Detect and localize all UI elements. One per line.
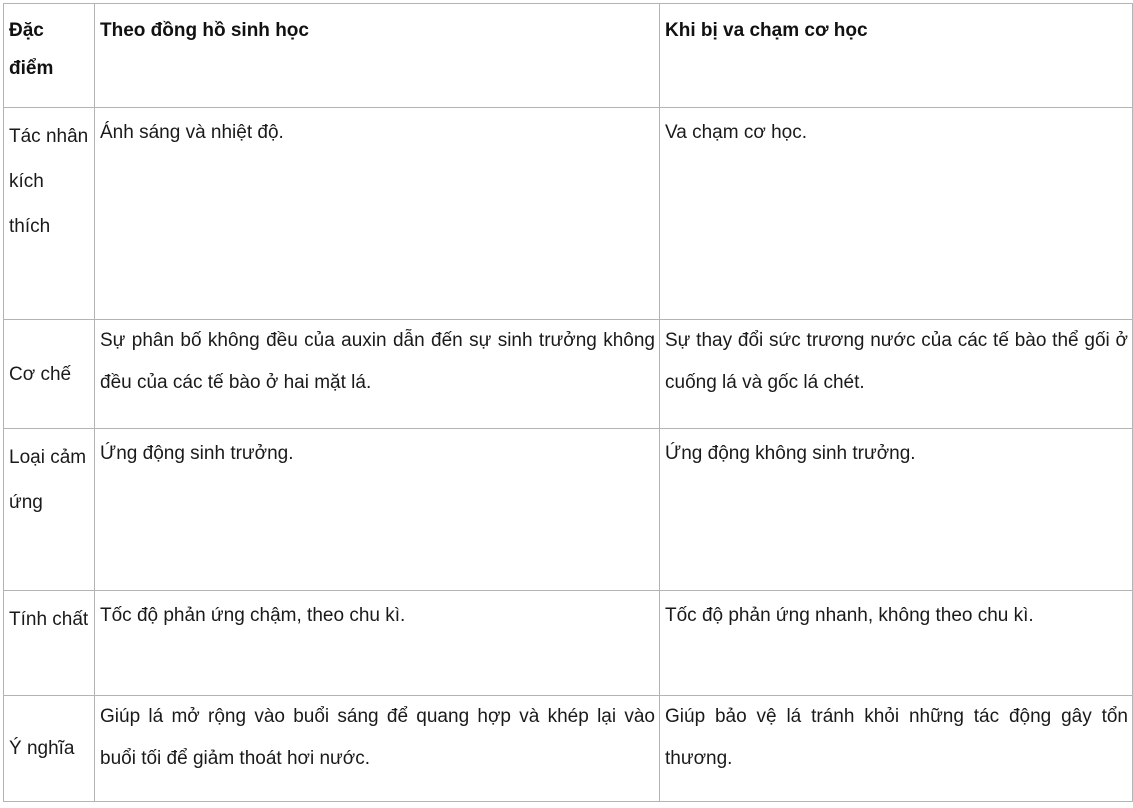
table-row bbox=[4, 108, 1133, 320]
header-feature: Đặc điểm bbox=[4, 4, 95, 108]
table-row bbox=[4, 696, 1133, 802]
row-label: Loại cảm ứng bbox=[4, 429, 95, 591]
cell-mechanical: Tốc độ phản ứng nhanh, không theo chu kì. bbox=[660, 591, 1133, 696]
row-label: Ý nghĩa bbox=[4, 696, 95, 802]
cell-biological: Sự phân bố không đều của auxin dẫn đến sự sinh trưởng không đều của các tế bào ở hai mặt lá. bbox=[95, 320, 660, 429]
cell-biological: Ứng động sinh trưởng. bbox=[95, 429, 660, 591]
table-header-row bbox=[4, 4, 1133, 108]
cell-mechanical: Sự thay đổi sức trương nước của các tế bào thể gối ở cuống lá và gốc lá chét. bbox=[660, 320, 1133, 429]
comparison-table bbox=[3, 3, 1133, 802]
table-row bbox=[4, 320, 1133, 429]
cell-mechanical: Va chạm cơ học. bbox=[660, 108, 1133, 320]
row-label: Cơ chế bbox=[4, 320, 95, 429]
cell-mechanical: Giúp bảo vệ lá tránh khỏi những tác động gây tổn thương. bbox=[660, 696, 1133, 802]
table-row bbox=[4, 591, 1133, 696]
row-label: Tính chất bbox=[4, 591, 95, 696]
cell-biological: Ánh sáng và nhiệt độ. bbox=[95, 108, 660, 320]
table-row bbox=[4, 429, 1133, 591]
header-biological-clock: Theo đồng hồ sinh học bbox=[95, 4, 660, 108]
row-label: Tác nhân kích thích bbox=[4, 108, 95, 320]
cell-mechanical: Ứng động không sinh trưởng. bbox=[660, 429, 1133, 591]
cell-biological: Tốc độ phản ứng chậm, theo chu kì. bbox=[95, 591, 660, 696]
header-mechanical-contact: Khi bị va chạm cơ học bbox=[660, 4, 1133, 108]
cell-biological: Giúp lá mở rộng vào buổi sáng để quang hợp và khép lại vào buổi tối để giảm thoát hơi nước. bbox=[95, 696, 660, 802]
